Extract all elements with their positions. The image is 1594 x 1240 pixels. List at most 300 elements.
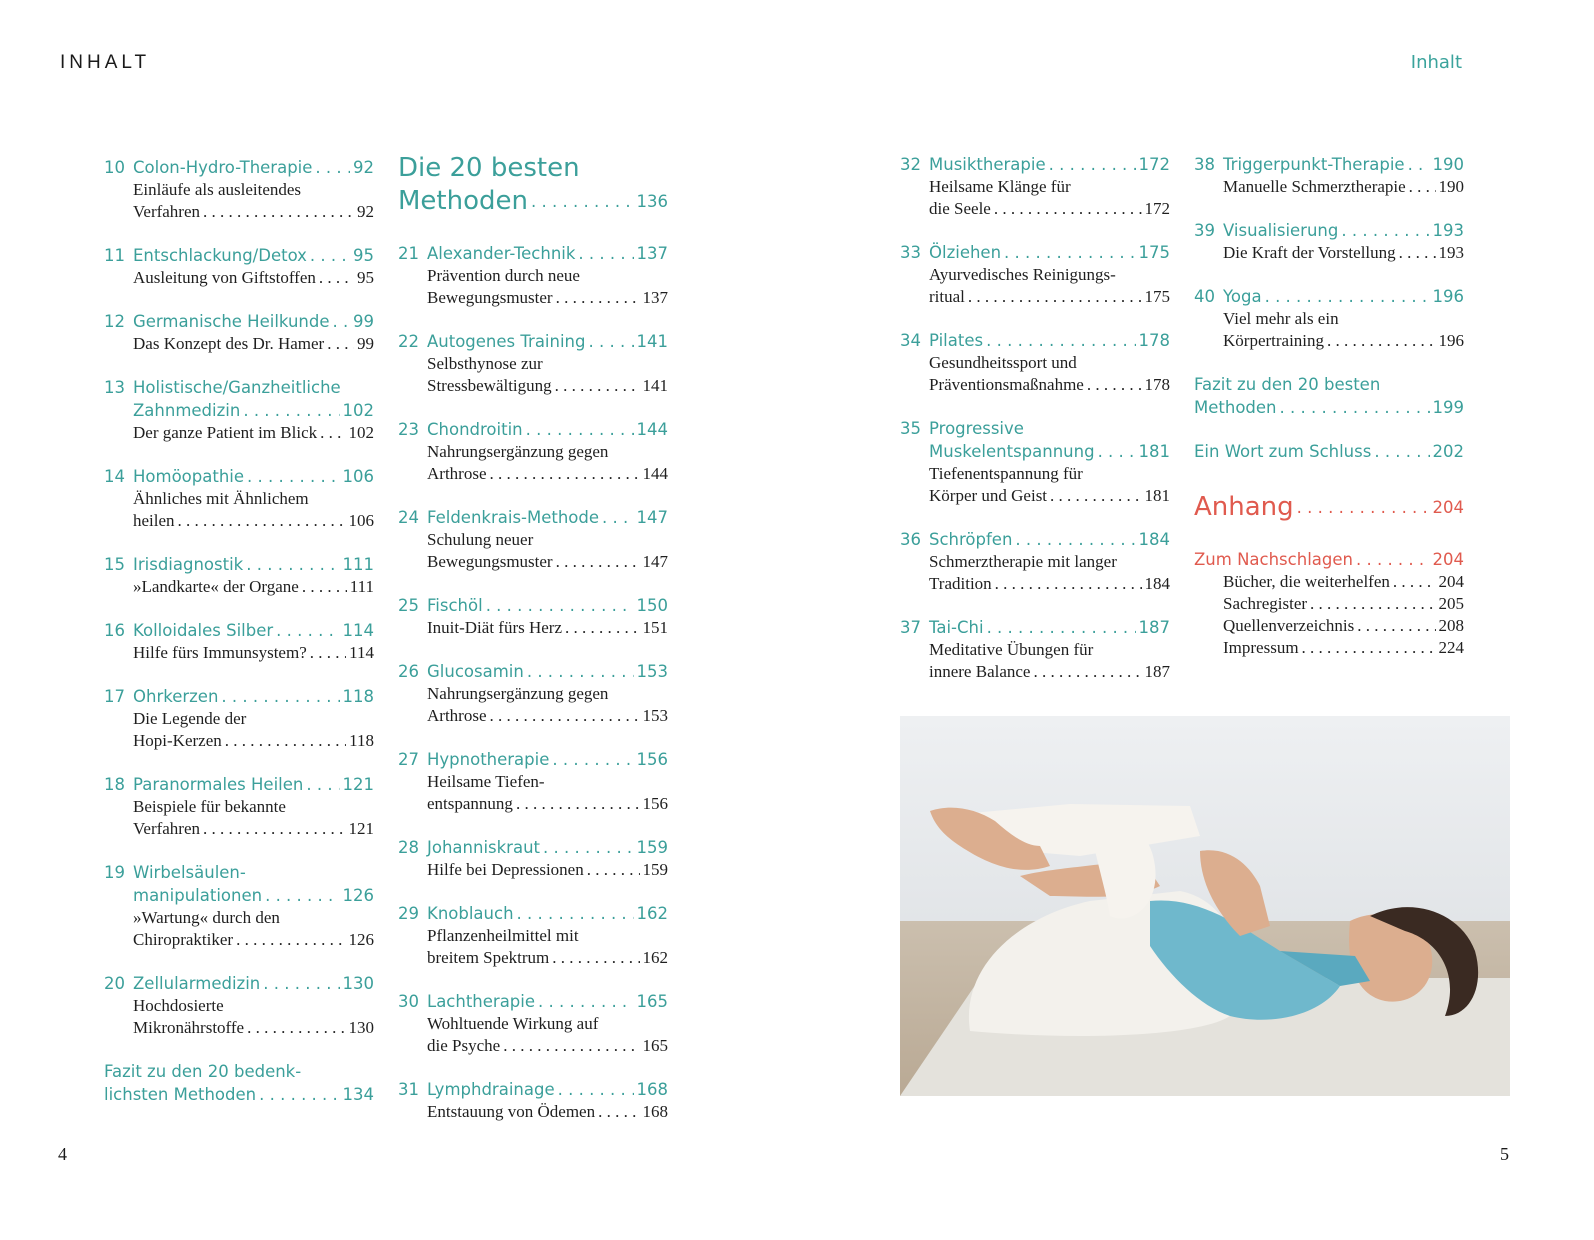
- entry-number: 19: [104, 863, 125, 882]
- entry-subtitle: Hochdosierte: [133, 996, 224, 1015]
- toc-entry[interactable]: [104, 685, 374, 752]
- entry-subtitle: Schulung neuer: [427, 530, 534, 549]
- entry-title: Visualisierung: [1223, 221, 1339, 240]
- entry-subtitle: Schmerztherapie mit langer: [929, 552, 1117, 571]
- page-ref: 224: [1438, 638, 1464, 657]
- entry-subtitle: Stressbewältigung: [427, 376, 552, 395]
- dot-leader: [263, 972, 339, 995]
- page-ref: 106: [348, 511, 374, 530]
- entry-subtitle: Wohltuende Wirkung auf: [427, 1014, 599, 1033]
- entry-subtitle: Verfahren: [133, 819, 201, 838]
- toc-entry[interactable]: [104, 553, 374, 598]
- entry-subtitle: Einläufe als ausleitendes: [133, 180, 302, 199]
- entry-subtitle: Die Legende der: [133, 709, 247, 728]
- toc-column-1: [104, 156, 374, 1127]
- page-ref: 150: [636, 596, 668, 615]
- entry-number: 26: [398, 662, 419, 681]
- entry-subtitle: Das Konzept des Dr. Hamer: [133, 334, 325, 353]
- entry-number: 16: [104, 621, 125, 640]
- entry-subtitle: Hilfe fürs Immunsystem?: [133, 643, 307, 662]
- entry-subtitle: Beispiele für bekannte: [133, 797, 286, 816]
- page-ref: 187: [1144, 662, 1170, 681]
- entry-number: 11: [104, 246, 125, 265]
- dot-leader: [203, 818, 345, 840]
- entry-number: 15: [104, 555, 125, 574]
- dot-leader: [319, 267, 354, 289]
- dot-leader: [320, 422, 345, 444]
- page-ref: 159: [636, 838, 668, 857]
- page-ref: 151: [642, 618, 668, 637]
- dot-leader: [503, 1035, 639, 1057]
- page-ref: 130: [348, 1018, 374, 1037]
- entry-subtitle: die Psyche: [427, 1036, 501, 1055]
- entry-title: Irisdiagnostik: [133, 555, 244, 574]
- dot-leader: [1356, 548, 1430, 571]
- page-ref: 106: [342, 467, 374, 486]
- dot-leader: [517, 902, 634, 925]
- toc-entry[interactable]: [900, 616, 1170, 683]
- dot-leader: [327, 333, 354, 355]
- dot-leader: [1265, 285, 1430, 308]
- page-ref: 193: [1432, 221, 1464, 240]
- toc-entry[interactable]: [104, 156, 374, 223]
- page-ref: 184: [1144, 574, 1170, 593]
- toc-column-3: [900, 153, 1170, 704]
- toc-entry[interactable]: [398, 330, 668, 397]
- page-ref: 190: [1438, 177, 1464, 196]
- entry-title: Yoga: [1223, 287, 1262, 306]
- page-ref: 205: [1438, 594, 1464, 613]
- page-ref: 181: [1138, 442, 1170, 461]
- page-ref: 144: [636, 420, 668, 439]
- page-ref: 99: [357, 334, 374, 353]
- entry-subtitle: Ausleitung von Giftstoffen: [133, 268, 316, 287]
- dot-leader: [526, 418, 634, 441]
- page-ref: 193: [1438, 243, 1464, 262]
- page-ref: 175: [1138, 243, 1170, 262]
- entry-subtitle: Nahrungsergänzung gegen: [427, 684, 609, 703]
- dot-leader: [994, 198, 1142, 220]
- dot-leader: [486, 594, 634, 617]
- anhang-subentry[interactable]: [1223, 593, 1464, 615]
- page-ref: 204: [1432, 498, 1464, 517]
- page-ref: 92: [357, 202, 374, 221]
- dot-leader: [538, 990, 633, 1013]
- dot-leader: [247, 465, 339, 488]
- toc-entry[interactable]: [398, 902, 668, 969]
- entry-subtitle: Hilfe bei Depressionen: [427, 860, 584, 879]
- entry-subtitle: breitem Spektrum: [427, 948, 550, 967]
- entry-number: 12: [104, 312, 125, 331]
- entry-subtitle: Arthrose: [427, 706, 487, 725]
- page-ref: 172: [1144, 199, 1170, 218]
- page-ref: 153: [636, 662, 668, 681]
- entry-number: 18: [104, 775, 125, 794]
- entry-number: 36: [900, 530, 921, 549]
- entry-title: Lymphdrainage: [427, 1080, 555, 1099]
- anhang-subentry[interactable]: [1223, 571, 1464, 593]
- page-ref: 130: [342, 974, 374, 993]
- anhang-subentry[interactable]: [1223, 637, 1464, 659]
- entry-subtitle: innere Balance: [929, 662, 1031, 681]
- entry-title: Johanniskraut: [427, 838, 541, 857]
- entry-subtitle: Hopi-Kerzen: [133, 731, 222, 750]
- entry-subtitle: entspannung: [427, 794, 513, 813]
- entry-number: 32: [900, 155, 921, 174]
- entry-title: Schröpfen: [929, 530, 1013, 549]
- page-ref: 111: [349, 577, 374, 596]
- page-ref: 165: [636, 992, 668, 1011]
- running-head-left: INHALT: [60, 52, 151, 73]
- toc-column-2: [398, 152, 668, 1144]
- dot-leader: [247, 1017, 345, 1039]
- toc-entry[interactable]: [900, 153, 1170, 220]
- page-ref: 190: [1432, 155, 1464, 174]
- entry-subtitle: Körper und Geist: [929, 486, 1048, 505]
- dot-leader: [1393, 571, 1436, 593]
- entry-subtitle: Entstauung von Ödemen: [427, 1102, 596, 1121]
- page-ref: 178: [1138, 331, 1170, 350]
- entry-number: 13: [104, 378, 125, 397]
- entry-title: Holistische/Ganzheitliche: [133, 378, 341, 397]
- entry-title: Pilates: [929, 331, 984, 350]
- dot-leader: [543, 836, 633, 859]
- entry-subtitle: Nahrungsergänzung gegen: [427, 442, 609, 461]
- entry-subtitle: Die Kraft der Vorstellung: [1223, 243, 1396, 262]
- dot-leader: [986, 329, 1135, 352]
- page-ref: 114: [349, 643, 374, 662]
- entry-title: Musiktherapie: [929, 155, 1046, 174]
- dot-leader: [1049, 153, 1136, 176]
- entry-subtitle: Gesundheitssport und: [929, 353, 1077, 372]
- entry-title: Chondroitin: [427, 420, 523, 439]
- entry-title: Ohrkerzen: [133, 687, 219, 706]
- entry-title: Entschlackung/Detox: [133, 246, 307, 265]
- entry-number: 23: [398, 420, 419, 439]
- dot-leader: [556, 551, 640, 573]
- dot-leader: [1374, 440, 1429, 463]
- page-ref: 147: [636, 508, 668, 527]
- toc-entry[interactable]: [398, 418, 668, 485]
- entry-number: 37: [900, 618, 921, 637]
- page-ref: 121: [342, 775, 374, 794]
- dot-leader: [565, 617, 639, 639]
- running-head-right: Inhalt: [1410, 52, 1462, 73]
- dot-leader: [310, 244, 350, 267]
- dot-leader: [1327, 330, 1435, 352]
- dot-leader: [1357, 615, 1435, 637]
- dot-leader: [1098, 440, 1136, 463]
- entry-title: Zum Nachschlagen: [1194, 550, 1353, 569]
- toc-entry-anhang[interactable]: [1194, 548, 1464, 659]
- dot-leader: [555, 375, 640, 397]
- entry-subtitle: Meditative Übungen für: [929, 640, 1094, 659]
- entry-number: 35: [900, 419, 921, 438]
- entry-title: Tai-Chi: [929, 618, 984, 637]
- schlusswort[interactable]: [1194, 440, 1464, 463]
- entry-title: manipulationen: [133, 886, 263, 905]
- dot-leader: [1341, 219, 1429, 242]
- entry-number: 33: [900, 243, 921, 262]
- toc-entry[interactable]: [398, 594, 668, 639]
- dot-leader: [598, 1101, 639, 1123]
- toc-entry[interactable]: [900, 241, 1170, 308]
- dot-leader: [602, 506, 633, 529]
- fazit-beste-title: Methoden: [1194, 398, 1277, 417]
- page-ref: 162: [642, 948, 668, 967]
- page-ref: 134: [342, 1085, 374, 1104]
- page-ref: 147: [642, 552, 668, 571]
- section-heading-anhang-title: Anhang: [1194, 492, 1294, 522]
- fazit-bedenklich[interactable]: [104, 1060, 374, 1106]
- toc-entry[interactable]: [104, 465, 374, 532]
- entry-title: Lachtherapie: [427, 992, 536, 1011]
- page-ref: 196: [1438, 331, 1464, 350]
- entry-subtitle: Prävention durch neue: [427, 266, 580, 285]
- dot-leader: [1033, 661, 1141, 683]
- page-ref: 111: [342, 555, 374, 574]
- toc-entry[interactable]: [398, 506, 668, 573]
- entry-subtitle: Mikronährstoffe: [133, 1018, 245, 1037]
- toc-entry[interactable]: [398, 242, 668, 309]
- entry-subtitle: Bücher, die weiterhelfen: [1223, 572, 1390, 591]
- dot-leader: [1280, 396, 1430, 419]
- toc-entry[interactable]: [104, 861, 374, 951]
- page-ref: 178: [1144, 375, 1170, 394]
- entry-title: Alexander-Technik: [427, 244, 576, 263]
- dot-leader: [1409, 176, 1436, 198]
- dot-leader: [527, 660, 634, 683]
- dot-leader: [259, 1083, 339, 1106]
- entry-subtitle: Viel mehr als ein: [1223, 309, 1339, 328]
- page-ref: 137: [636, 244, 668, 263]
- page-ref: 95: [353, 246, 374, 265]
- dot-leader: [1050, 485, 1141, 507]
- dot-leader: [531, 185, 634, 218]
- page-ref: 168: [642, 1102, 668, 1121]
- toc-entry[interactable]: [104, 376, 374, 444]
- page-ref: 137: [642, 288, 668, 307]
- dot-leader: [968, 286, 1142, 308]
- fazit-bedenklich-title: Fazit zu den 20 bedenk-: [104, 1062, 302, 1081]
- section-heading-beste-title: Methoden: [398, 186, 528, 216]
- entry-title: Muskelentspannung: [929, 442, 1095, 461]
- entry-title: Autogenes Training: [427, 332, 586, 351]
- dot-leader: [1399, 242, 1436, 264]
- page-ref: 141: [642, 376, 668, 395]
- entry-subtitle: Körpertraining: [1223, 331, 1325, 350]
- entry-number: 29: [398, 904, 419, 923]
- page-ref: 153: [642, 706, 668, 725]
- page-ref: 187: [1138, 618, 1170, 637]
- toc-entry[interactable]: [398, 990, 668, 1057]
- entry-subtitle: Heilsame Klänge für: [929, 177, 1071, 196]
- entry-subtitle: Verfahren: [133, 202, 201, 221]
- entry-subtitle: heilen: [133, 511, 175, 530]
- entry-number: 28: [398, 838, 419, 857]
- dot-leader: [558, 1078, 634, 1101]
- toc-entry[interactable]: [1194, 219, 1464, 264]
- toc-entry[interactable]: [1194, 153, 1464, 198]
- toc-entry[interactable]: [104, 619, 374, 664]
- toc-entry[interactable]: [900, 417, 1170, 507]
- entry-subtitle: Manuelle Schmerztherapie: [1223, 177, 1406, 196]
- page-ref: 126: [342, 886, 374, 905]
- toc-entry[interactable]: [900, 528, 1170, 595]
- page-ref: 136: [636, 192, 668, 211]
- entry-title: Paranormales Heilen: [133, 775, 304, 794]
- page-ref: 114: [342, 621, 374, 640]
- toc-entry[interactable]: [398, 1078, 668, 1123]
- page-ref: 204: [1438, 572, 1464, 591]
- page-ref: 99: [353, 312, 374, 331]
- entry-title: Colon-Hydro-Therapie: [133, 158, 313, 177]
- entry-subtitle: Der ganze Patient im Blick: [133, 423, 318, 442]
- toc-entry[interactable]: [1194, 285, 1464, 352]
- page-ref: 184: [1138, 530, 1170, 549]
- toc-entry[interactable]: [398, 836, 668, 881]
- page-ref: 181: [1144, 486, 1170, 505]
- page-ref: 208: [1438, 616, 1464, 635]
- page-ref: 204: [1432, 550, 1464, 569]
- entry-number: 27: [398, 750, 419, 769]
- dot-leader: [556, 287, 640, 309]
- page-ref: 172: [1138, 155, 1170, 174]
- dot-leader: [489, 705, 639, 727]
- page-ref: 165: [642, 1036, 668, 1055]
- toc-entry[interactable]: [104, 244, 374, 289]
- dot-leader: [1408, 153, 1430, 176]
- entry-number: 34: [900, 331, 921, 350]
- toc-column-4: [1194, 153, 1464, 680]
- entry-subtitle: ritual: [929, 287, 965, 306]
- dot-leader: [265, 884, 339, 907]
- page-ref: 156: [636, 750, 668, 769]
- entry-title: Zahnmedizin: [133, 401, 241, 420]
- entry-subtitle: Ayurvedisches Reinigungs-: [929, 265, 1116, 284]
- entry-title: Wirbelsäulen-: [133, 863, 246, 882]
- page-ref: 175: [1144, 287, 1170, 306]
- entry-number: 38: [1194, 155, 1215, 174]
- entry-subtitle: Inuit-Diät fürs Herz: [427, 618, 563, 637]
- page-ref: 102: [348, 423, 374, 442]
- dot-leader: [225, 730, 346, 752]
- dot-leader: [236, 929, 345, 951]
- entry-subtitle: Impressum: [1223, 638, 1299, 657]
- entry-subtitle: Tiefenentspannung für: [929, 464, 1083, 483]
- page-ref: 202: [1432, 442, 1464, 461]
- entry-subtitle: Sachregister: [1223, 594, 1308, 613]
- page-number-left: 4: [58, 1144, 67, 1164]
- dot-leader: [333, 310, 351, 333]
- toc-entry[interactable]: [104, 773, 374, 840]
- entry-title: Glucosamin: [427, 662, 524, 681]
- dot-leader: [178, 510, 346, 532]
- dot-leader: [243, 399, 339, 422]
- entry-subtitle: Ähnliches mit Ähnlichem: [133, 489, 309, 508]
- page-ref: 196: [1432, 287, 1464, 306]
- fazit-beste[interactable]: [1194, 373, 1464, 419]
- entry-number: 25: [398, 596, 419, 615]
- dot-leader: [578, 242, 633, 265]
- entry-subtitle: »Wartung« durch den: [133, 908, 280, 927]
- entry-number: 40: [1194, 287, 1215, 306]
- page-ref: 144: [642, 464, 668, 483]
- toc-entry[interactable]: [104, 972, 374, 1039]
- dot-leader: [1297, 491, 1430, 524]
- page-ref: 95: [357, 268, 374, 287]
- section-heading-beste[interactable]: [398, 152, 668, 218]
- fazit-beste-title: Fazit zu den 20 besten: [1194, 375, 1381, 394]
- entry-subtitle: Tradition: [929, 574, 992, 593]
- page-ref: 102: [342, 401, 374, 420]
- page-ref: 118: [342, 687, 374, 706]
- yoga-photo: [900, 716, 1510, 1096]
- dot-leader: [552, 947, 639, 969]
- dot-leader: [1015, 528, 1135, 551]
- entry-number: 20: [104, 974, 125, 993]
- entry-title: Zellularmedizin: [133, 974, 261, 993]
- dot-leader: [995, 573, 1142, 595]
- dot-leader: [203, 201, 354, 223]
- entry-subtitle: Selbsthynose zur: [427, 354, 543, 373]
- dot-leader: [276, 619, 339, 642]
- dot-leader: [587, 859, 640, 881]
- entry-subtitle: »Landkarte« der Organe: [133, 577, 299, 596]
- entry-number: 10: [104, 158, 125, 177]
- fazit-bedenklich-title: lichsten Methoden: [104, 1085, 257, 1104]
- page-ref: 141: [636, 332, 668, 351]
- section-heading-anhang[interactable]: [1194, 491, 1464, 524]
- page-ref: 126: [348, 930, 374, 949]
- page-ref: 118: [349, 731, 374, 750]
- entry-title: Feldenkrais-Methode: [427, 508, 600, 527]
- section-heading-beste-title: Die 20 besten: [398, 153, 580, 183]
- page-number-right: 5: [1500, 1144, 1509, 1164]
- toc-entry[interactable]: [104, 310, 374, 355]
- dot-leader: [221, 685, 339, 708]
- dot-leader: [306, 773, 339, 796]
- entry-title: Ölziehen: [929, 243, 1002, 262]
- entry-subtitle: Bewegungsmuster: [427, 288, 553, 307]
- dot-leader: [589, 330, 634, 353]
- entry-subtitle: Präventionsmaßnahme: [929, 375, 1084, 394]
- entry-title: Kolloidales Silber: [133, 621, 274, 640]
- dot-leader: [1087, 374, 1142, 396]
- entry-number: 22: [398, 332, 419, 351]
- toc-entry[interactable]: [398, 660, 668, 727]
- entry-number: 17: [104, 687, 125, 706]
- anhang-subentry[interactable]: [1223, 615, 1464, 637]
- dot-leader: [1310, 593, 1435, 615]
- toc-entry[interactable]: [398, 748, 668, 815]
- dot-leader: [1302, 637, 1436, 659]
- dot-leader: [552, 748, 633, 771]
- entry-subtitle: Chiropraktiker: [133, 930, 234, 949]
- entry-number: 14: [104, 467, 125, 486]
- entry-title: Homöopathie: [133, 467, 245, 486]
- entry-subtitle: die Seele: [929, 199, 991, 218]
- page-ref: 159: [642, 860, 668, 879]
- dot-leader: [315, 156, 350, 179]
- entry-subtitle: Heilsame Tiefen-: [427, 772, 545, 791]
- entry-subtitle: Bewegungsmuster: [427, 552, 553, 571]
- entry-title: Hypnotherapie: [427, 750, 550, 769]
- toc-entry[interactable]: [900, 329, 1170, 396]
- entry-number: 31: [398, 1080, 419, 1099]
- entry-title: Fischöl: [427, 596, 483, 615]
- page-ref: 162: [636, 904, 668, 923]
